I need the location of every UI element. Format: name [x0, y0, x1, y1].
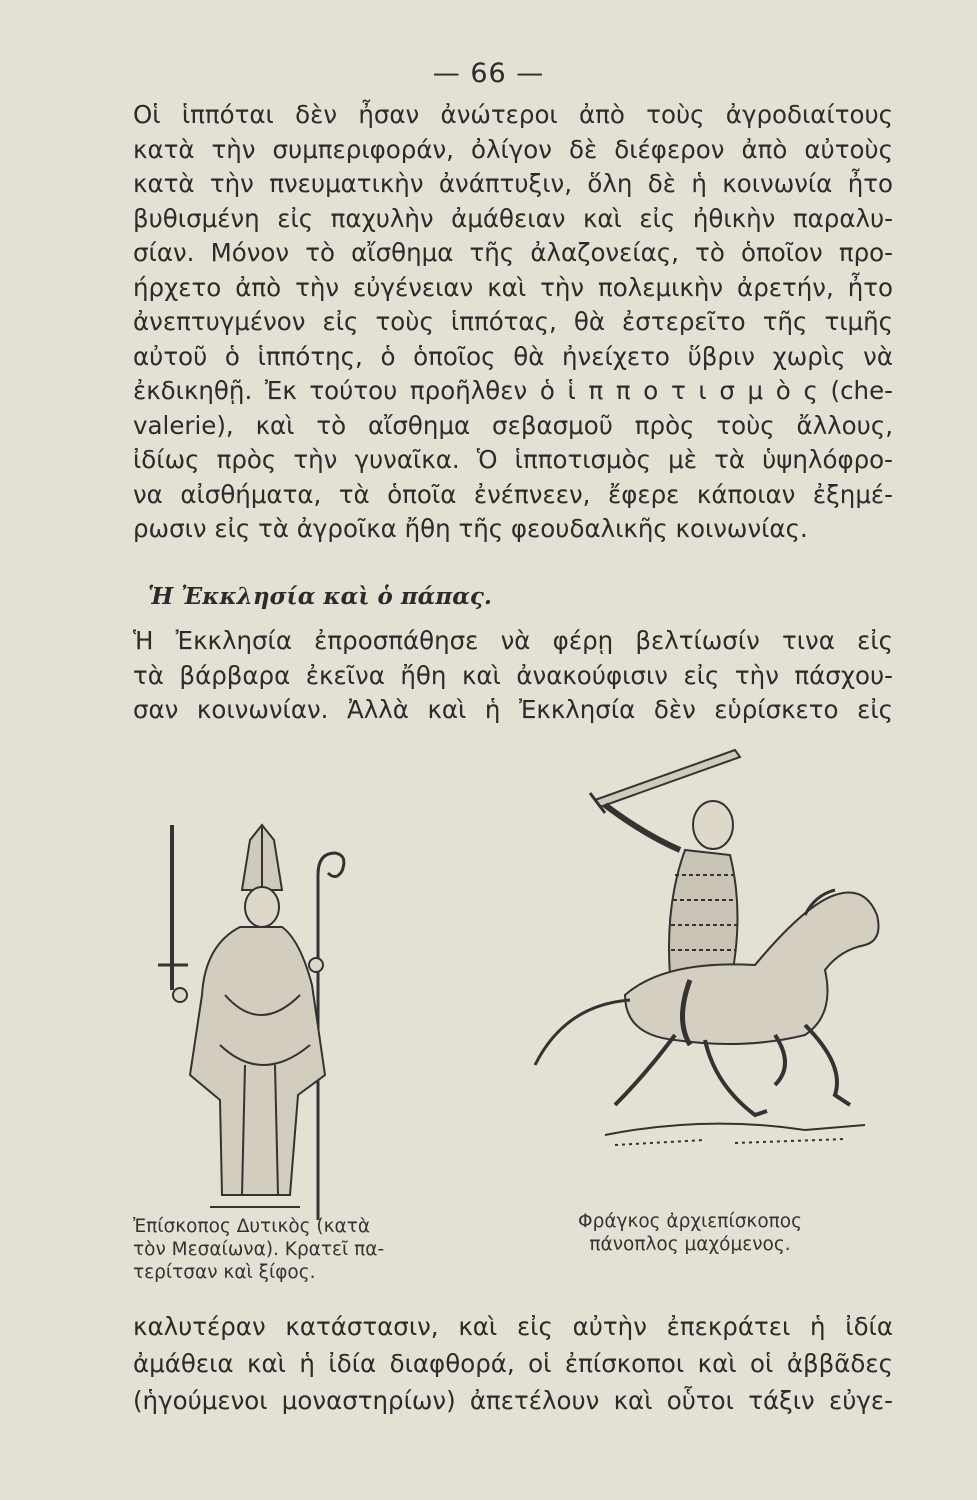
text-line: καλυτέραν κατάστασιν, καὶ εἰς αὐτὴν ἐπεκράτει ἡ ἰδία — [133, 1312, 893, 1341]
text-line: σαν κοινωνίαν. Ἀλλὰ καὶ ἡ Ἐκκλησία δὲν εὑρίσκετο εἰς — [133, 695, 893, 724]
text-line: Οἱ ἱππόται δὲν ἦσαν ἀνώτεροι ἀπὸ τοὺς ἀγροδιαίτους — [133, 100, 893, 129]
text-line: κατὰ τὴν συμπεριφοράν, ὀλίγον δὲ διέφερον ἀπὸ αὐτοὺς — [133, 134, 893, 164]
paragraph-church — [133, 624, 893, 728]
text-line: Ἡ Ἐκκλησία ἐπροσπάθησε νὰ φέρῃ βελτίωσίν τινα εἰς — [133, 626, 893, 655]
bishop-illustration — [150, 815, 350, 1220]
text-line: σίαν. Μόνον τὸ αἴσθημα τῆς ἀλαζονείας, τὸ ὁποῖον προ- — [133, 238, 893, 267]
text-line: ἀνεπτυγμένον εἰς τοὺς ἱππότας, θὰ ἐστερεῖτο τῆς τιμῆς — [133, 307, 893, 336]
text-line: valerie), καὶ τὸ αἴσθημα σεβασμοῦ πρὸς τοὺς ἄλλους, — [133, 410, 893, 440]
text-line: (ἡγούμενοι μοναστηρίων) ἀπετέλουν καὶ οὗτοι τάξιν εὐγε- — [133, 1386, 893, 1415]
text-line: ἐκδικηθῇ. Ἐκ τούτου προῆλθεν ὁ ἱ π π ο τ ι σ μ ὸ ς (che- — [133, 376, 893, 405]
section-heading: Ἡ Ἐκκλησία καὶ ὁ πάπας. — [148, 583, 492, 610]
text-line: κατὰ τὴν πνευματικὴν ἀνάπτυξιν, ὅλη δὲ ἡ κοινωνία ἦτο — [133, 169, 893, 198]
text-line: αὐτοῦ ὁ ἱππότης, ὁ ὁποῖος θὰ ἠνείχετο ὕβριν χωρὶς νὰ — [133, 341, 893, 371]
text-line: ρωσιν εἰς τὰ ἀγροῖκα ἤθη τῆς φεουδαλικῆς κοινωνίας. — [133, 514, 808, 543]
caption-line: Φράγκος ἀρχιεπίσκοπος — [578, 1211, 802, 1232]
caption-line: πάνοπλος μαχόμενος. — [589, 1234, 791, 1255]
caption-bishop — [133, 1215, 384, 1284]
page-number: — 66 — — [432, 58, 545, 89]
caption-line: τερίτσαν καὶ ξίφος. — [133, 1262, 316, 1283]
caption-knight — [555, 1210, 825, 1256]
text-line: ἀμάθεια καὶ ἡ ἰδία διαφθορά, οἱ ἐπίσκοποι καὶ οἱ ἀββᾶδες — [133, 1349, 893, 1378]
text-line: βυθισμένη εἰς παχυλὴν ἀμάθειαν καὶ εἰς ἠθικὴν παραλυ- — [133, 203, 893, 233]
paragraph-knights — [133, 98, 893, 547]
paragraph-continuation — [133, 1308, 893, 1419]
text-line: τὰ βάρβαρα ἐκεῖνα ἤθη καὶ ἀνακούφισιν εἰς τὴν πάσχου- — [133, 660, 893, 690]
caption-line: τὸν Μεσαίωνα). Κρατεῖ πα- — [133, 1239, 385, 1260]
caption-line: Ἐπίσκοπος Δυτικὸς (κατὰ — [133, 1216, 371, 1237]
knight-illustration — [505, 745, 900, 1200]
text-line: ήρχετο ἀπὸ τὴν εὐγένειαν καὶ τὴν πολεμικὴν ἀρετήν, ἦτο — [133, 272, 893, 302]
text-line: να αἰσθήματα, τὰ ὁποῖα ἐνέπνεεν, ἔφερε κάποιαν ἐξημέ- — [133, 479, 893, 509]
text-line: ἰδίως πρὸς τὴν γυναῖκα. Ὁ ἱπποτισμὸς μὲ τὰ ὑψηλόφρο- — [133, 445, 893, 474]
